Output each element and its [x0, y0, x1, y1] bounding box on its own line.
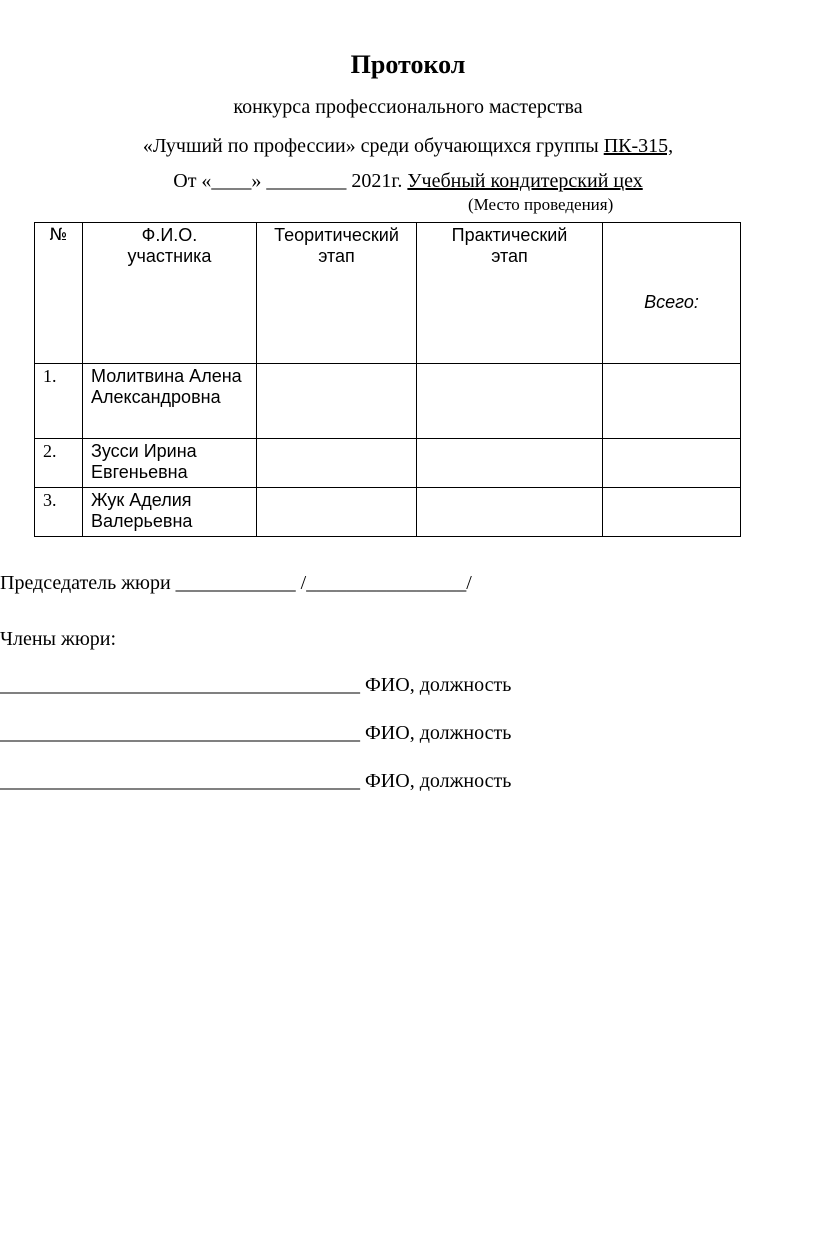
document-title: Протокол — [350, 50, 466, 79]
group-code: ПК-315, — [603, 135, 674, 157]
column-header-name: Ф.И.О. участника — [83, 223, 257, 364]
date-field: От «____» ________ 2021г. — [173, 170, 408, 192]
practice-score-cell — [417, 439, 603, 488]
total-score-cell — [603, 488, 741, 537]
row-number: 2. — [35, 439, 83, 488]
jury-members-label: Члены жюри: — [0, 628, 117, 650]
table-row — [35, 439, 741, 488]
contest-description: конкурса профессионального мастерства — [233, 96, 583, 118]
theory-score-cell — [257, 439, 417, 488]
theory-score-cell — [257, 364, 417, 439]
table-row — [35, 488, 741, 537]
practice-score-cell — [417, 364, 603, 439]
participant-name: Молитвина Алена Александровна — [83, 364, 257, 439]
participant-name: Зусси Ирина Евгеньевна — [83, 439, 257, 488]
table-header-row — [35, 223, 741, 364]
jury-member-signature-line: ____________________________________ ФИО, должность — [0, 722, 512, 744]
participant-name: Жук Аделия Валерьевна — [83, 488, 257, 537]
row-number: 1. — [35, 364, 83, 439]
column-header-number: № — [35, 223, 83, 364]
venue-caption: (Место проведения) — [468, 195, 614, 214]
contest-name: «Лучший по профессии» среди обучающихся группы — [142, 135, 604, 157]
total-score-cell — [603, 439, 741, 488]
results-table — [34, 222, 741, 537]
column-header-practice: Практический этап — [417, 223, 603, 364]
total-score-cell — [603, 364, 741, 439]
column-header-theory: Теоритический этап — [257, 223, 417, 364]
practice-score-cell — [417, 488, 603, 537]
jury-member-signature-line: ____________________________________ ФИО, должность — [0, 770, 512, 792]
jury-member-signature-line: ____________________________________ ФИО, должность — [0, 674, 512, 696]
column-header-total: Всего: — [603, 223, 741, 364]
jury-chair-signature: Председатель жюри ____________ /________________/ — [0, 572, 472, 594]
table-row — [35, 364, 741, 439]
row-number: 3. — [35, 488, 83, 537]
contest-line — [0, 135, 816, 158]
date-line — [0, 170, 816, 193]
venue: Учебный кондитерский цех — [407, 170, 643, 192]
theory-score-cell — [257, 488, 417, 537]
